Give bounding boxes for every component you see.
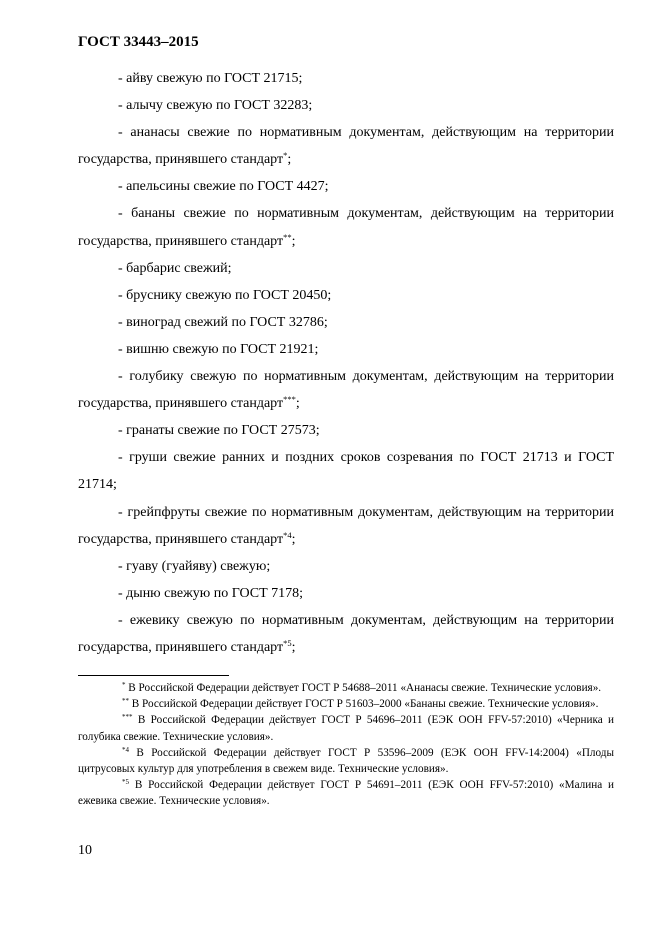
footnote-reference: **	[283, 231, 292, 242]
footnote-text: В Российской Федерации действует ГОСТ Р 51603–2000 «Бананы свежие. Технические условия».	[131, 698, 599, 711]
footnote-reference: *4	[283, 529, 292, 540]
list-item: - бананы свежие по нормативным документам, действующим на территории государства, принявшего стандарт**;	[78, 206, 614, 249]
list-item: - голубику свежую по нормативным документам, действующим на территории государства, принявшего стандарт***;	[78, 369, 614, 412]
list-item-text: - вишню свежую по ГОСТ 21921;	[118, 341, 319, 357]
footnote-text: В Российской Федерации действует ГОСТ Р 54688–2011 «Ананасы свежие. Технические условия».	[128, 682, 602, 694]
footnote-mark: *4	[122, 745, 129, 754]
main-text	[78, 65, 614, 661]
list-item-text: - грейпфруты свежие по нормативным документам, действующим на территории государства, принявшего стандарт	[78, 504, 614, 547]
footnote-reference: *	[283, 150, 288, 161]
list-item	[78, 444, 614, 498]
footnote-text: В Российской Федерации действует ГОСТ Р 54696–2011 (ЕЭК ООН FFV-57:2010) «Черника и голубика свежие. Технические условия».	[78, 714, 615, 743]
list-item	[78, 417, 614, 444]
footnote-mark: **	[122, 697, 129, 706]
list-item	[78, 309, 614, 336]
list-item	[78, 580, 614, 607]
list-item-text: - виноград свежий по ГОСТ 32786;	[118, 314, 328, 330]
list-item-text: - ананасы свежие по нормативным документам, действующим на территории государства, принявшего стандарт	[78, 125, 614, 168]
footnote-text: В Российской Федерации действует ГОСТ Р 54691–2011 (ЕЭК ООН FFV-57:2010) «Малина и ежевика свежие. Технические условия».	[78, 779, 615, 808]
footnote	[78, 777, 614, 809]
list-item-text: - груши свежие ранних и поздних сроков созревания по ГОСТ 21713 и ГОСТ 21714;	[78, 450, 614, 493]
list-item-text: - ежевику свежую по нормативным документам, действующим на территории государства, принявшего стандарт	[78, 612, 614, 655]
footnote-reference: *5	[283, 637, 292, 648]
list-item	[78, 336, 614, 363]
list-item	[78, 65, 614, 92]
list-item	[78, 553, 614, 580]
footnote-mark: ***	[122, 713, 133, 722]
list-item-text: - барбарис свежий;	[118, 260, 232, 276]
footnote-separator	[78, 675, 229, 676]
list-item	[78, 255, 614, 282]
list-item: - ананасы свежие по нормативным документам, действующим на территории государства, принявшего стандарт*;	[78, 125, 614, 168]
list-item-text: - бруснику свежую по ГОСТ 20450;	[118, 287, 332, 303]
list-item-text: - гуаву (гуайяву) свежую;	[118, 558, 271, 574]
list-item-text: - бананы свежие по нормативным документам, действующим на территории государства, принявшего стандарт	[78, 206, 614, 249]
footnote	[78, 712, 614, 744]
footnote-text: В Российской Федерации действует ГОСТ Р 53596–2009 (ЕЭК ООН FFV-14:2004) «Плоды цитрусовых культур для употребления в свежем виде. Технические условия».	[78, 746, 614, 776]
list-item: - ежевику свежую по нормативным документам, действующим на территории государства, принявшего стандарт$^{*5}$;	[78, 612, 614, 655]
list-item: - грейпфруты свежие по нормативным документам, действующим на территории государства, принявшего стандарт$^{*4}$;	[78, 504, 614, 547]
footnote-mark: *	[122, 681, 126, 689]
page-number: 10	[78, 843, 92, 858]
footnote	[78, 696, 614, 712]
list-item-text: - алычу свежую по ГОСТ 32283;	[118, 98, 313, 114]
footnote-mark: *5	[122, 778, 129, 787]
list-item-text: - апельсины свежие по ГОСТ 4427;	[118, 179, 329, 195]
list-item	[78, 282, 614, 309]
list-item-text: - гранаты свежие по ГОСТ 27573;	[118, 423, 320, 439]
document-code-header: ГОСТ 33443–2015	[78, 34, 199, 50]
list-item-text: - голубику свежую по нормативным документам, действующим на территории государства, принявшего стандарт	[78, 369, 614, 412]
list-item	[78, 173, 614, 200]
footnotes	[78, 680, 614, 810]
footnote	[78, 680, 614, 696]
footnote	[78, 745, 614, 777]
footnote-reference: ***	[283, 394, 296, 405]
list-item-text: - айву свежую по ГОСТ 21715;	[118, 71, 303, 86]
list-item-text: - дыню свежую по ГОСТ 7178;	[118, 585, 304, 601]
list-item	[78, 92, 614, 119]
